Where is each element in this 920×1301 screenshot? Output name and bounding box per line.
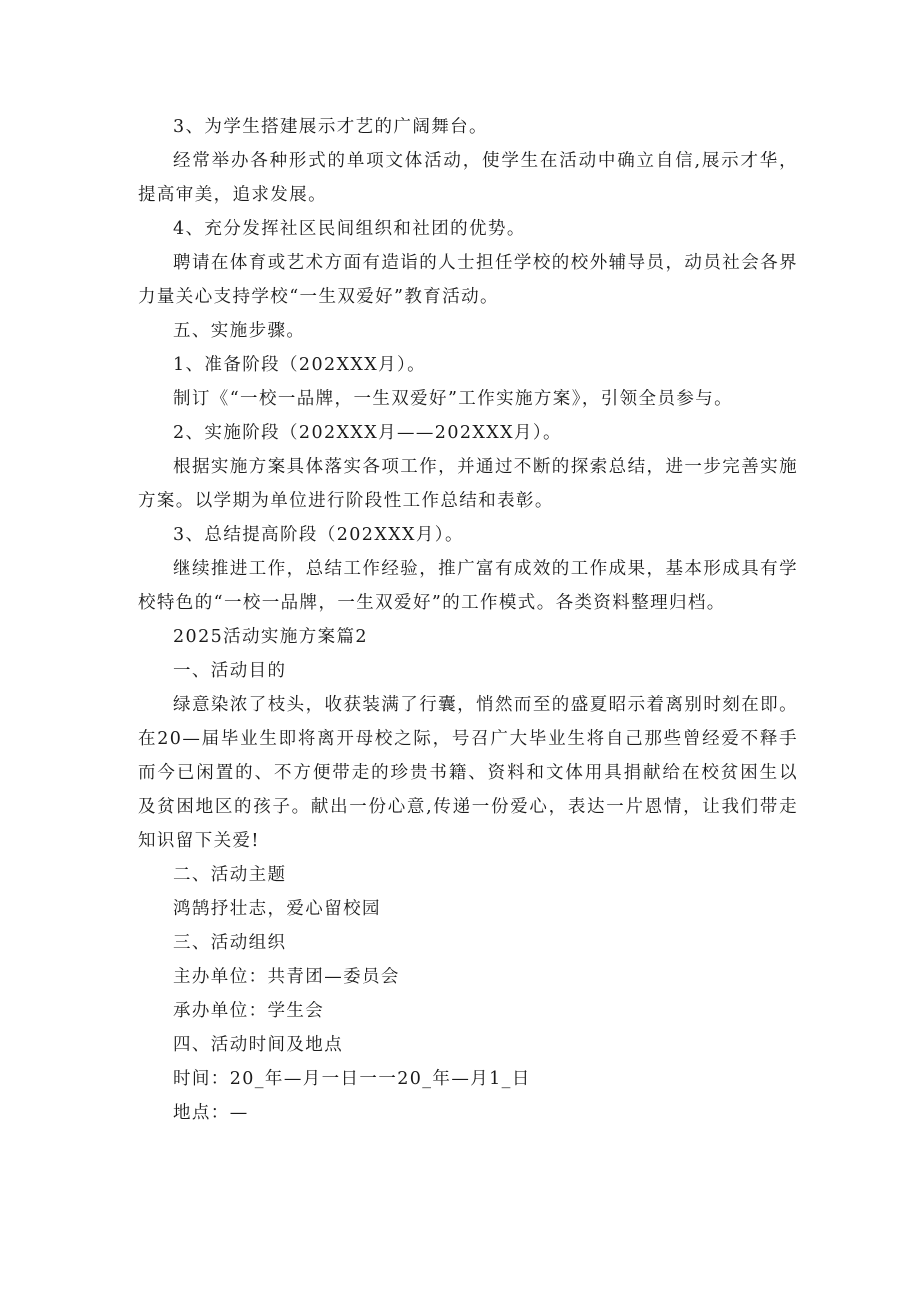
paragraph: 地点：— [173,1103,249,1123]
step-heading: 3、总结提高阶段（202XXX月）。 [173,525,464,545]
section-heading: 四、活动时间及地点 [173,1035,344,1055]
paragraph: 继续推进工作，总结工作经验，推广富有成效的工作成果，基本形成具有学校特色的“一校一品牌，一生双爱好”的工作模式。各类资料整理归档。 [138,559,798,613]
section-heading: 一、活动目的 [173,661,287,681]
paragraph: 制订《“一校一品牌，一生双爱好”工作实施方案》，引领全员参与。 [173,389,734,409]
document-body [138,110,798,1130]
section-heading: 五、实施步骤。 [173,321,306,341]
step-heading: 1、准备阶段（202XXX月）。 [173,355,427,375]
paragraph: 时间：20_年—月一日一一20_年—月1_日 [173,1069,531,1089]
section-heading: 二、活动主题 [173,865,287,885]
article-title: 2025活动实施方案篇2 [173,627,368,647]
paragraph: 根据实施方案具体落实各项工作，并通过不断的探索总结，进一步完善实施方案。以学期为单位进行阶段性工作总结和表彰。 [138,457,798,511]
paragraph: 经常举办各种形式的单项文体活动，使学生在活动中确立自信,展示才华，提高审美，追求发展。 [138,151,798,205]
paragraph: 聘请在体育或艺术方面有造诣的人士担任学校的校外辅导员，动员社会各界力量关心支持学校“一生双爱好”教育活动。 [138,253,798,307]
paragraph: 主办单位：共青团—委员会 [173,967,400,987]
step-heading: 2、实施阶段（202XXX月——202XXX月）。 [173,423,562,443]
section-heading: 三、活动组织 [173,933,287,953]
paragraph: 鸿鹄抒壮志，爱心留校园 [173,899,381,919]
paragraph: 绿意染浓了枝头，收获装满了行囊，悄然而至的盛夏昭示着离别时刻在即。在20—届毕业生即将离开母校之际，号召广大毕业生将自己那些曾经爱不释手而今已闲置的、不方便带走的珍贵书籍、资料和文体用具捐献给在校贫困生以及贫困地区的孩子。献出一份心意,传递一份爱心，表达一片恩情，让我们带走知识留下关爱! [138,695,798,851]
section-heading: 3、为学生搭建展示才艺的广阔舞台。 [173,117,488,137]
paragraph: 承办单位：学生会 [173,1001,325,1021]
section-heading: 4、充分发挥社区民间组织和社团的优势。 [173,219,526,239]
